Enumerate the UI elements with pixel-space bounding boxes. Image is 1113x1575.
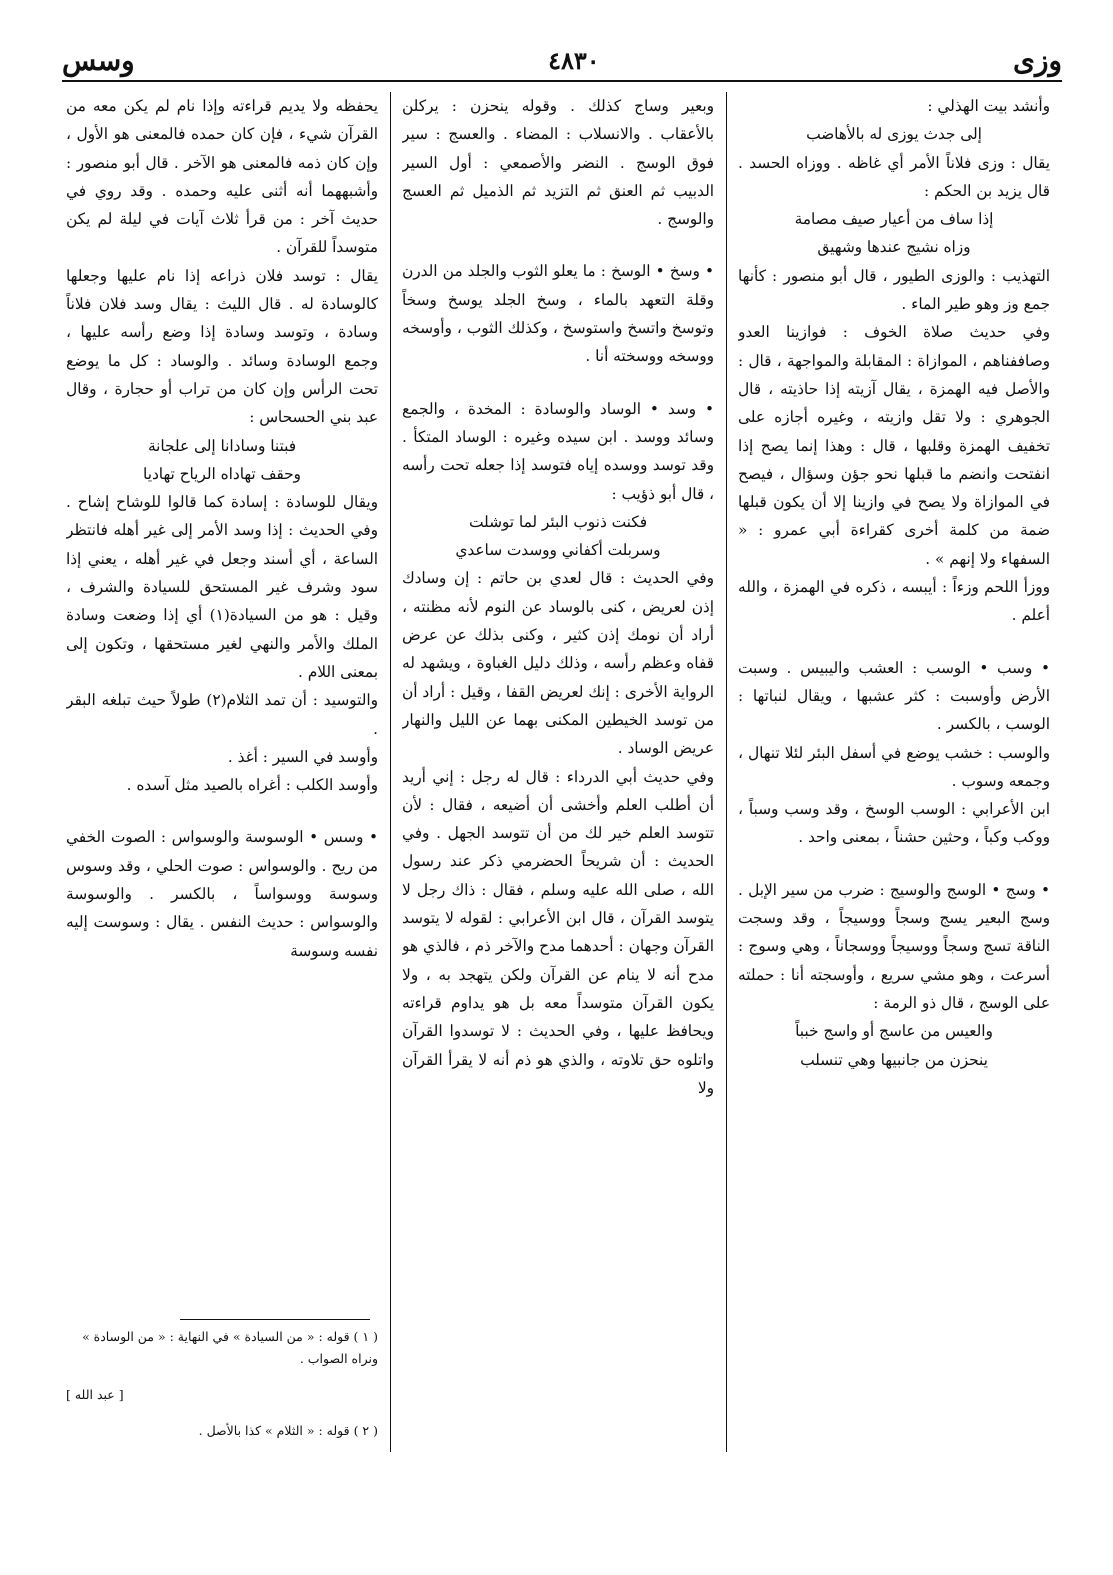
- verse-line: إذا ساف من أعيار صيف مصامة: [794, 210, 994, 229]
- column-middle: [402, 92, 714, 1452]
- column-right: [738, 92, 1050, 1452]
- column-left: [66, 92, 378, 1314]
- header-rule: [62, 80, 1062, 82]
- footnote-2: ( ٢ ) قوله : « الثلام » كذا بالأصل .: [198, 1423, 378, 1438]
- paragraph: وأنشد بيت الهذلي :: [927, 97, 1050, 115]
- editor-signature: [ عبد الله ]: [66, 1387, 124, 1402]
- paragraph: وفي حديث أبي الدرداء : قال له رجل : إني أريد أن أطلب العلم وأخشى أن أضيعه ، فقال : لأن تتوسد العلم خير لك من أن تتوسد الجهل . وفي الحديث : أن شريحاً الحضرمي ذكر عند رسول الله ، صلى الله عليه وسلم ، فقال : ذاك رجل لا يتوسد القرآن ، قال ابن الأعرابي : لقوله لا يتوسد القرآن وجهان : أحدهما مدح والآخر ذم ، فالذي هو مدح أنه لا ينام عن القرآن ولكن يتهجد به ، ولا يكون القرآن متوسداً معه بل هو يداوم قراءته ويحافظ عليها ، وفي الحديث : لا توسدوا القرآن واتلوه حق تلاوته ، والذي هو ذم أنه لا يقرأ القرآن ولا: [402, 767, 714, 1097]
- paragraph: وأوسد في السير : أغذ .: [227, 747, 378, 766]
- verse-line: وزاه نشيج عندها وشهيق: [817, 238, 971, 257]
- footnote-1: ( ١ ) قوله : « من السيادة » في النهاية : « من الوسادة » ونراه الصواب .: [82, 1329, 378, 1366]
- entry-wss: • وسس • الوسوسة والوسواس : الصوت الخفي من ريح . والوسواس : صوت الحلي ، وقد وسوس وسوسة ووسواساً ، بالكسر . والوسوسة والوسواس : حديث النفس . يقال : وسوست إليه نفسه وسوسة: [66, 828, 378, 960]
- paragraph: ابن الأعرابي : الوسب الوسخ ، وقد وسب وسباً ، ووكب وكباً ، وحثين حشناً ، بمعنى واحد .: [738, 800, 1050, 847]
- paragraph: وبعير وساج كذلك . وقوله ينحزن : يركلن بالأعقاب . والانسلاب : المضاء . والعسج : سير فوق الوسج . النضر والأصمعي : أول السير الدبيب ثم العنق ثم التزيد ثم الذميل ثم العسج والوسج .: [402, 97, 714, 229]
- paragraph: ووزأ اللحم وزءاً : أيبسه ، ذكره في الهمزة ، والله أعلم .: [738, 578, 1050, 625]
- paragraph: التهذيب : والوزى الطيور ، قال أبو منصور : كأنها جمع وز وهو طير الماء .: [738, 266, 1050, 314]
- column-divider: [726, 92, 727, 1452]
- column-divider: [390, 92, 391, 1452]
- paragraph: وفي الحديث : قال لعدي بن حاتم : إن وسادك إذن لعريض ، كنى بالوساد عن النوم لأنه مظنته ، أراد أن نومك إذن كثير ، وكنى بذلك عن عرض قفاه وعظم رأسه ، وذلك دليل الغباوة ، ويشهد له الرواية الأخرى : إنك لعريض القفا ، وقيل : أراد أن من توسد الخيطين المكنى بهما عن الليل والنهار عريض الوساد .: [402, 569, 714, 758]
- verse-line: ينحزن من جانبيها وهي تنسلب: [800, 1050, 988, 1069]
- page-number: ٤٨٣٠: [548, 45, 600, 75]
- entry-wskh: • وسخ • الوسخ : ما يعلو الثوب والجلد من الدرن وقلة التعهد بالماء ، وسخ الجلد يوسخ وسخاً وتوسخ واتسخ واستوسخ ، وكذلك الثوب ، وأوسخه ووسخه ووسخته أنا .: [402, 262, 714, 366]
- verse-line: إلى جدث يوزى له بالأهاضب: [806, 125, 982, 144]
- running-head-left: وسس: [62, 43, 135, 77]
- paragraph: يحفظه ولا يديم قراءته وإذا نام لم يكن معه من القرآن شيء ، فإن كان حمده فالمعنى هو الأول ، وإن كان ذمه فالمعنى هو الآخر . قال أبو منصور : وأشبههما أنه أثنى عليه وحمده . وقد روي في حديث آخر : من قرأ ثلاث آيات في ليلة لم يكن متوسداً للقرآن .: [66, 97, 378, 257]
- footnote-rule: [180, 1319, 370, 1320]
- verse-line: وسربلت أكفاني ووسدت ساعدي: [455, 541, 661, 560]
- verse-line: فبتنا وسادانا إلى علجانة: [147, 436, 297, 455]
- paragraph: والتوسيد : أن تمد الثلام(٢) طولاً حيث تبلغه البقر .: [66, 691, 378, 738]
- paragraph: ويقال للوسادة : إسادة كما قالوا للوشاح إشاح . وفي الحديث : إذا وسد الأمر إلى غير أهله فانتظر الساعة ، أي أسند وجعل في غير أهله ، يعني إذا سود وشرف غير المستحق للسيادة والشرف ، وقيل : هو من السيادة(١) أي إذا وضعت وسادة الملك والأمر والنهي لغير مستحقها ، وتكون إلى بمعنى اللام .: [66, 493, 378, 681]
- verse-line: والعيس من عاسج أو واسج خبباً: [795, 1022, 993, 1041]
- entry-wsj: • وسج • الوسج والوسيج : ضرب من سير الإبل . وسج البعير يسج وسجاً ووسيجاً ، وقد وسجت الناقة تسج وسجاً ووسيجاً ووسجاناً ، وهي وسوج : أسرعت ، وهو مشي سريع ، وأوسجته أنا : حملته على الوسج ، قال ذو الرمة :: [738, 880, 1050, 1012]
- verse-line: وحقف تهاداه الرياح تهاديا: [143, 464, 301, 483]
- paragraph: يقال : توسد فلان ذراعه إذا نام عليها وجعلها كالوسادة له . قال الليث : يقال وسد فلان فلاناً وسادة ، وتوسد وسادة إذا وضع رأسه عليها ، وجمع الوسادة وسائد . والوساد : كل ما يوضع تحت الرأس وإن كان من تراب أو حجارة ، وقال عبد بني الحسحاس :: [66, 266, 378, 427]
- paragraph: وفي حديث صلاة الخوف : فوازينا العدو وصاففناهم ، الموازاة : المقابلة والمواجهة ، قال : والأصل فيه الهمزة ، يقال آزيته إذا حاذيته ، قال الجوهري : ولا تقل وازيته ، وغيره أجازه على تخفيف الهمزة وقلبها ، قال : وهذا إنما يصح إذا انفتحت وانضم ما قبلها نحو جؤن وسؤال ، فيصح في الموازاة ولا يصح في وازينا إلا أن يكون قبلها ضمة من كلمة أخرى كقراءة أبي عمرو : « السفهاء ولا إنهم » .: [738, 323, 1050, 568]
- paragraph: وأوسد الكلب : أغراه بالصيد مثل آسده .: [126, 776, 378, 795]
- verse-line: فكنت ذنوب البئر لما توشلت: [468, 512, 648, 531]
- entry-wsb: • وسب • الوسب : العشب واليبيس . وسبت الأرض وأوسبت : كثر عشبها ، ويقال لنباتها : الوسب ، بالكسر .: [738, 658, 1050, 734]
- paragraph: والوسب : خشب يوضع في أسفل البئر لئلا تنهال ، وجمعه وسوب .: [738, 743, 1050, 790]
- paragraph: يقال : وزى فلاناً الأمر أي غاظه . ووزاه الحسد . قال يزيد بن الحكم :: [738, 153, 1050, 200]
- footnotes: [66, 1326, 378, 1442]
- page-header: [62, 40, 1062, 80]
- running-head-right: وزى: [1013, 43, 1062, 77]
- entry-wsd: • وسد • الوساد والوسادة : المخدة ، والجمع وسائد ووسد . ابن سيده وغيره : الوساد المتكأ . وقد توسد ووسده إياه فتوسد إذا جعله تحت رأسه ، قال أبو ذؤيب :: [402, 399, 714, 503]
